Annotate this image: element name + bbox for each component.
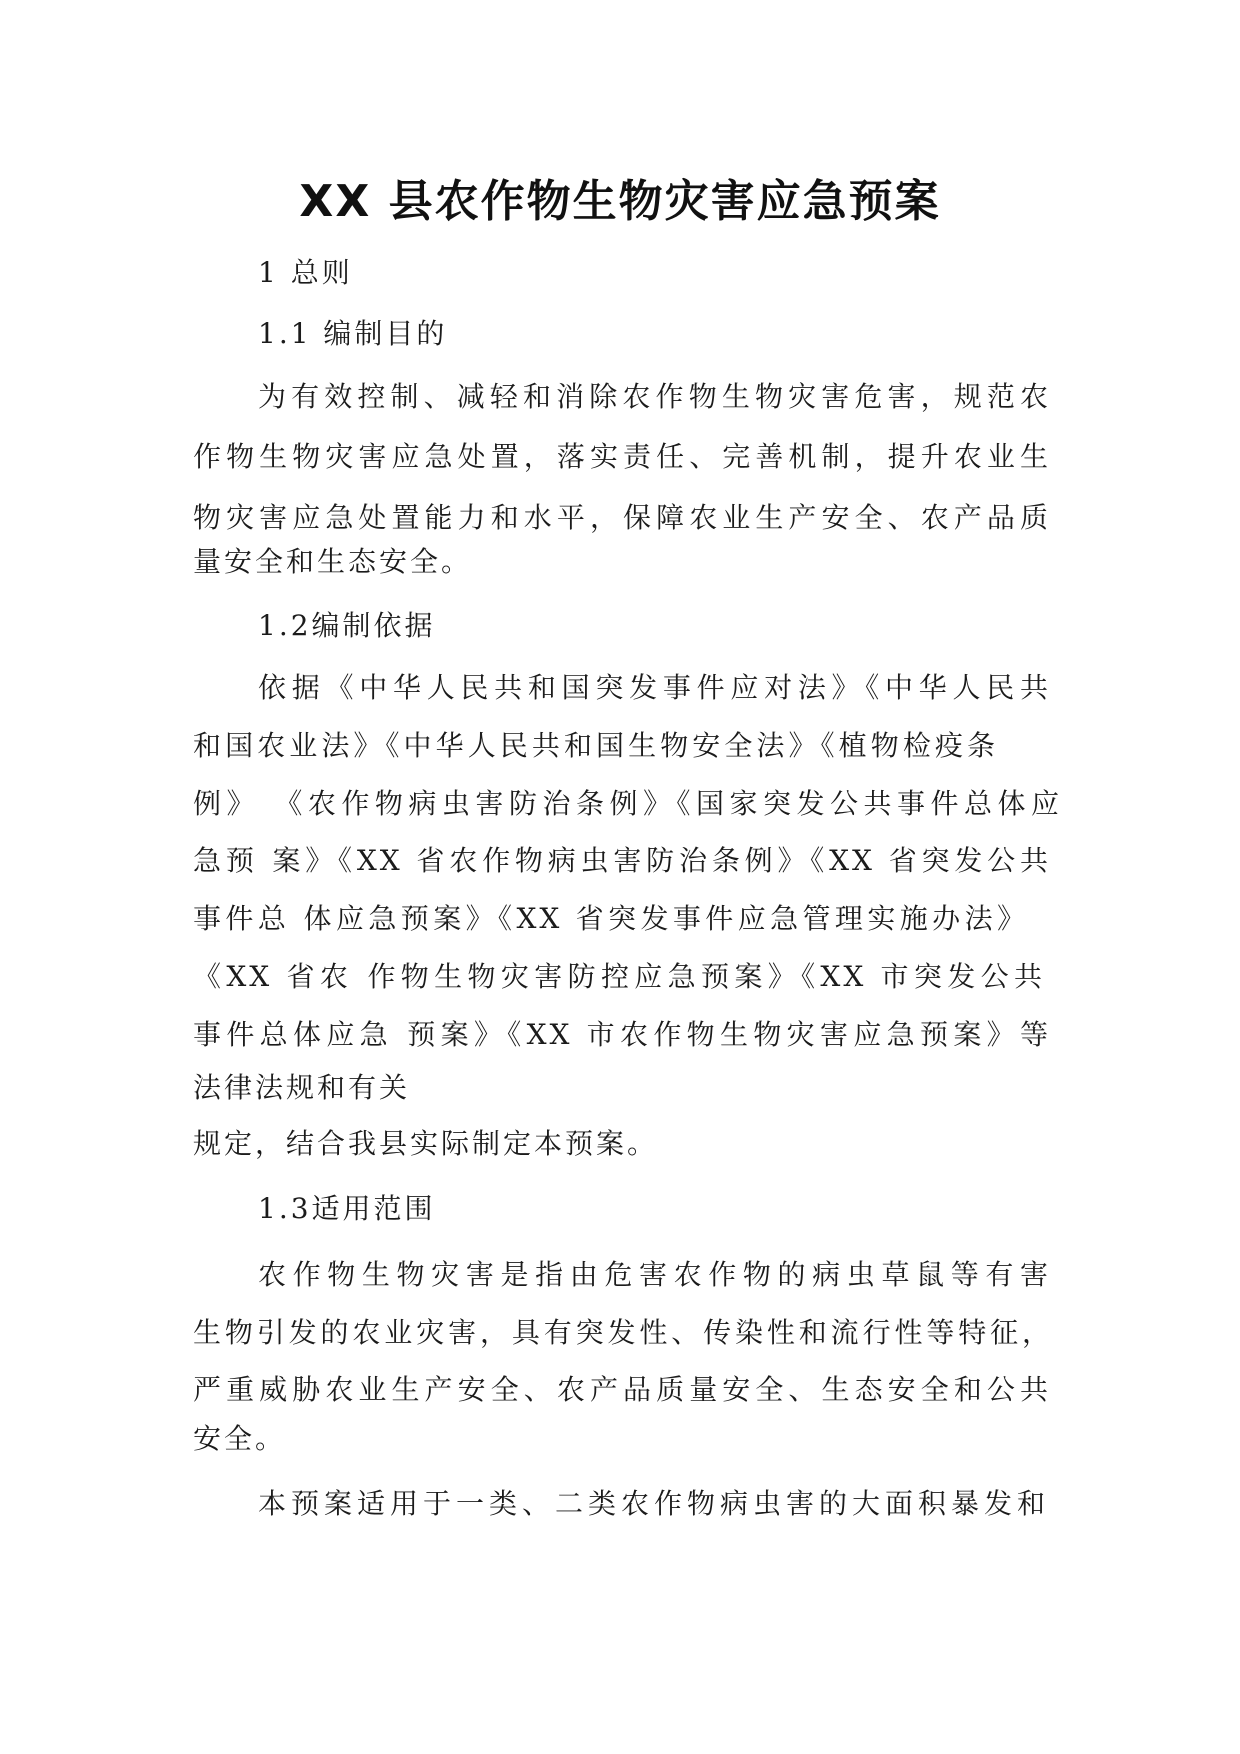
paragraph-line: 物灾害应急处置能力和水平，保障农业生产安全、农产品质: [193, 501, 1051, 534]
paragraph-line: 生物引发的农业灾害，具有突发性、传染性和流行性等特征，: [193, 1316, 1053, 1349]
paragraph-line: 本预案适用于一类、二类农作物病虫害的大面积暴发和: [258, 1487, 1048, 1520]
paragraph-line: 例》 《农作物病虫害防治条例》《国家突发公共事件总体应: [193, 787, 1062, 820]
paragraph-line: 安全。: [193, 1422, 287, 1455]
subsection-heading: 1.1 编制目的: [258, 317, 448, 350]
paragraph-line: 依据《中华人民共和国突发事件应对法》《中华人民共: [258, 671, 1051, 704]
paragraph-line: 法律法规和有关: [193, 1071, 411, 1104]
paragraph-line: 和国农业法》《中华人民共和国生物安全法》《植物检疫条: [193, 729, 998, 762]
paragraph-line: 规定，结合我县实际制定本预案。: [193, 1127, 659, 1160]
paragraph-line: 农作物生物灾害是指由危害农作物的病虫草鼠等有害: [258, 1258, 1051, 1291]
paragraph-line: 严重威胁农业生产安全、农产品质量安全、生态安全和公共: [193, 1373, 1051, 1406]
paragraph-line: 急预 案》《XX 省农作物病虫害防治条例》《XX 省突发公共: [193, 844, 1051, 877]
paragraph-line: 事件总 体应急预案》《XX 省突发事件应急管理实施办法》: [193, 902, 1028, 935]
subsection-heading: 1.3适用范围: [258, 1192, 436, 1225]
subsection-heading: 1.2编制依据: [258, 609, 436, 642]
section-heading: 1 总则: [258, 256, 353, 289]
paragraph-line: 事件总体应急 预案》《XX 市农作物生物灾害应急预案》等: [193, 1018, 1051, 1051]
paragraph-line: 《XX 省农 作物生物灾害防控应急预案》《XX 市突发公共: [193, 960, 1045, 993]
paragraph-line: 作物生物灾害应急处置，落实责任、完善机制，提升农业生: [193, 440, 1051, 473]
paragraph-line: 为有效控制、减轻和消除农作物生物灾害危害，规范农: [258, 380, 1051, 413]
document-title: XX 县农作物生物灾害应急预案: [299, 176, 941, 227]
paragraph-line: 量安全和生态安全。: [193, 545, 473, 578]
